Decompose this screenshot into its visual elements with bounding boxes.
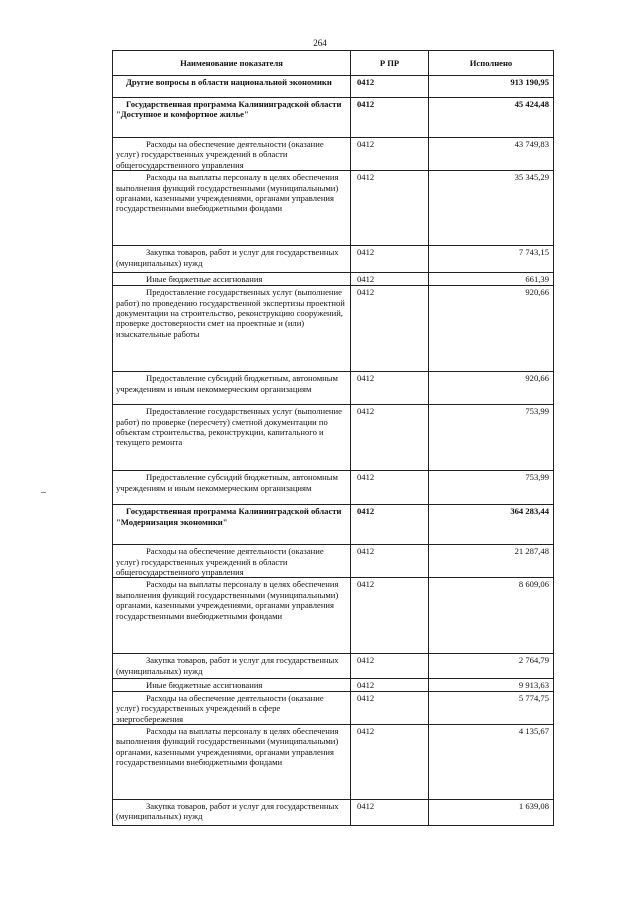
table-row [113,76,554,98]
row-code-cell: 0412 [351,405,429,471]
row-code-cell: 0412 [351,171,429,246]
row-name-cell: Расходы на обеспечение деятельности (оказание услуг) государственных учреждений в сфере энергосбережения [113,691,351,724]
header-value: Исполнено [429,51,554,76]
row-value-cell: 9 913,63 [429,679,554,691]
row-value-cell: 7 743,15 [429,246,554,273]
row-name-cell: Государственная программа Калининградской области "Доступное и комфортное жилье" [113,98,351,138]
row-value-cell: 920,66 [429,286,554,372]
table-row [113,578,554,654]
row-code-cell: 0412 [351,800,429,826]
table-row [113,654,554,679]
table-body [113,76,554,826]
row-code-cell: 0412 [351,372,429,405]
page-number: 264 [313,38,327,48]
row-value-cell: 753,99 [429,471,554,505]
margin-mark [41,492,46,493]
table-row [113,138,554,171]
row-value-cell: 661,39 [429,273,554,286]
row-value-cell: 4 135,67 [429,725,554,800]
budget-table [112,50,554,826]
row-code-cell: 0412 [351,679,429,691]
table-row [113,286,554,372]
row-name-cell: Расходы на выплаты персоналу в целях обеспечения выполнения функций государственными (муниципальными) органами, казенными учреждениями, органами управления государственными внебюджетными фондами [113,725,351,800]
row-value-cell: 45 424,48 [429,98,554,138]
row-code-cell: 0412 [351,246,429,273]
row-value-cell: 5 774,75 [429,691,554,724]
row-code-cell: 0412 [351,76,429,98]
row-value-cell: 8 609,06 [429,578,554,654]
row-name-cell: Закупка товаров, работ и услуг для государственных (муниципальных) нужд [113,246,351,273]
table-row [113,372,554,405]
row-value-cell: 364 283,44 [429,505,554,545]
table-header-row [113,51,554,76]
table-row [113,505,554,545]
table-row [113,679,554,691]
table-row [113,725,554,800]
row-code-cell: 0412 [351,725,429,800]
row-name-cell: Расходы на обеспечение деятельности (оказание услуг) государственных учреждений в области общегосударственного управления [113,138,351,171]
row-value-cell: 920,66 [429,372,554,405]
row-value-cell: 1 639,08 [429,800,554,826]
table-row [113,691,554,724]
row-name-cell: Расходы на выплаты персоналу в целях обеспечения выполнения функций государственными (муниципальными) органами, казенными учреждениями, органами управления государственными внебюджетными фондами [113,171,351,246]
row-code-cell: 0412 [351,505,429,545]
table-row [113,98,554,138]
row-code-cell: 0412 [351,654,429,679]
row-name-cell: Предоставление государственных услуг (выполнение работ) по проверке (пересчету) сметной документации по объектам строительства, реконструкции, капитального и текущего ремонта [113,405,351,471]
row-name-cell: Предоставление субсидий бюджетным, автономным учреждениям и иным некоммерческим организациям [113,471,351,505]
row-value-cell: 753,99 [429,405,554,471]
row-code-cell: 0412 [351,273,429,286]
row-name-cell: Другие вопросы в области национальной экономики [113,76,351,98]
row-value-cell: 21 287,48 [429,545,554,578]
table-row [113,246,554,273]
row-value-cell: 913 190,95 [429,76,554,98]
row-name-cell: Предоставление государственных услуг (выполнение работ) по проведению государственной экспертизы проектной документации на строительство, реконструкцию сооружений, проверке достоверности смет на проектные и (или) изыскательные работы [113,286,351,372]
row-name-cell: Иные бюджетные ассигнования [113,273,351,286]
row-name-cell: Расходы на выплаты персоналу в целях обеспечения выполнения функций государственными (муниципальными) органами, казенными учреждениями, органами управления государственными внебюджетными фондами [113,578,351,654]
row-code-cell: 0412 [351,286,429,372]
row-name-cell: Государственная программа Калининградской области "Модернизация экономики" [113,505,351,545]
row-name-cell: Закупка товаров, работ и услуг для государственных (муниципальных) нужд [113,800,351,826]
header-code: Р ПР [351,51,429,76]
row-value-cell: 35 345,29 [429,171,554,246]
row-name-cell: Предоставление субсидий бюджетным, автономным учреждениям и иным некоммерческим организациям [113,372,351,405]
row-name-cell: Иные бюджетные ассигнования [113,679,351,691]
table-row [113,545,554,578]
table-row [113,171,554,246]
table-row [113,405,554,471]
row-value-cell: 43 749,83 [429,138,554,171]
row-code-cell: 0412 [351,691,429,724]
table-row [113,471,554,505]
row-code-cell: 0412 [351,578,429,654]
table-row [113,800,554,826]
header-name: Наименование показателя [113,51,351,76]
table-row [113,273,554,286]
row-code-cell: 0412 [351,98,429,138]
row-code-cell: 0412 [351,471,429,505]
row-value-cell: 2 764,79 [429,654,554,679]
row-code-cell: 0412 [351,545,429,578]
row-name-cell: Закупка товаров, работ и услуг для государственных (муниципальных) нужд [113,654,351,679]
row-code-cell: 0412 [351,138,429,171]
row-name-cell: Расходы на обеспечение деятельности (оказание услуг) государственных учреждений в области общегосударственного управления [113,545,351,578]
